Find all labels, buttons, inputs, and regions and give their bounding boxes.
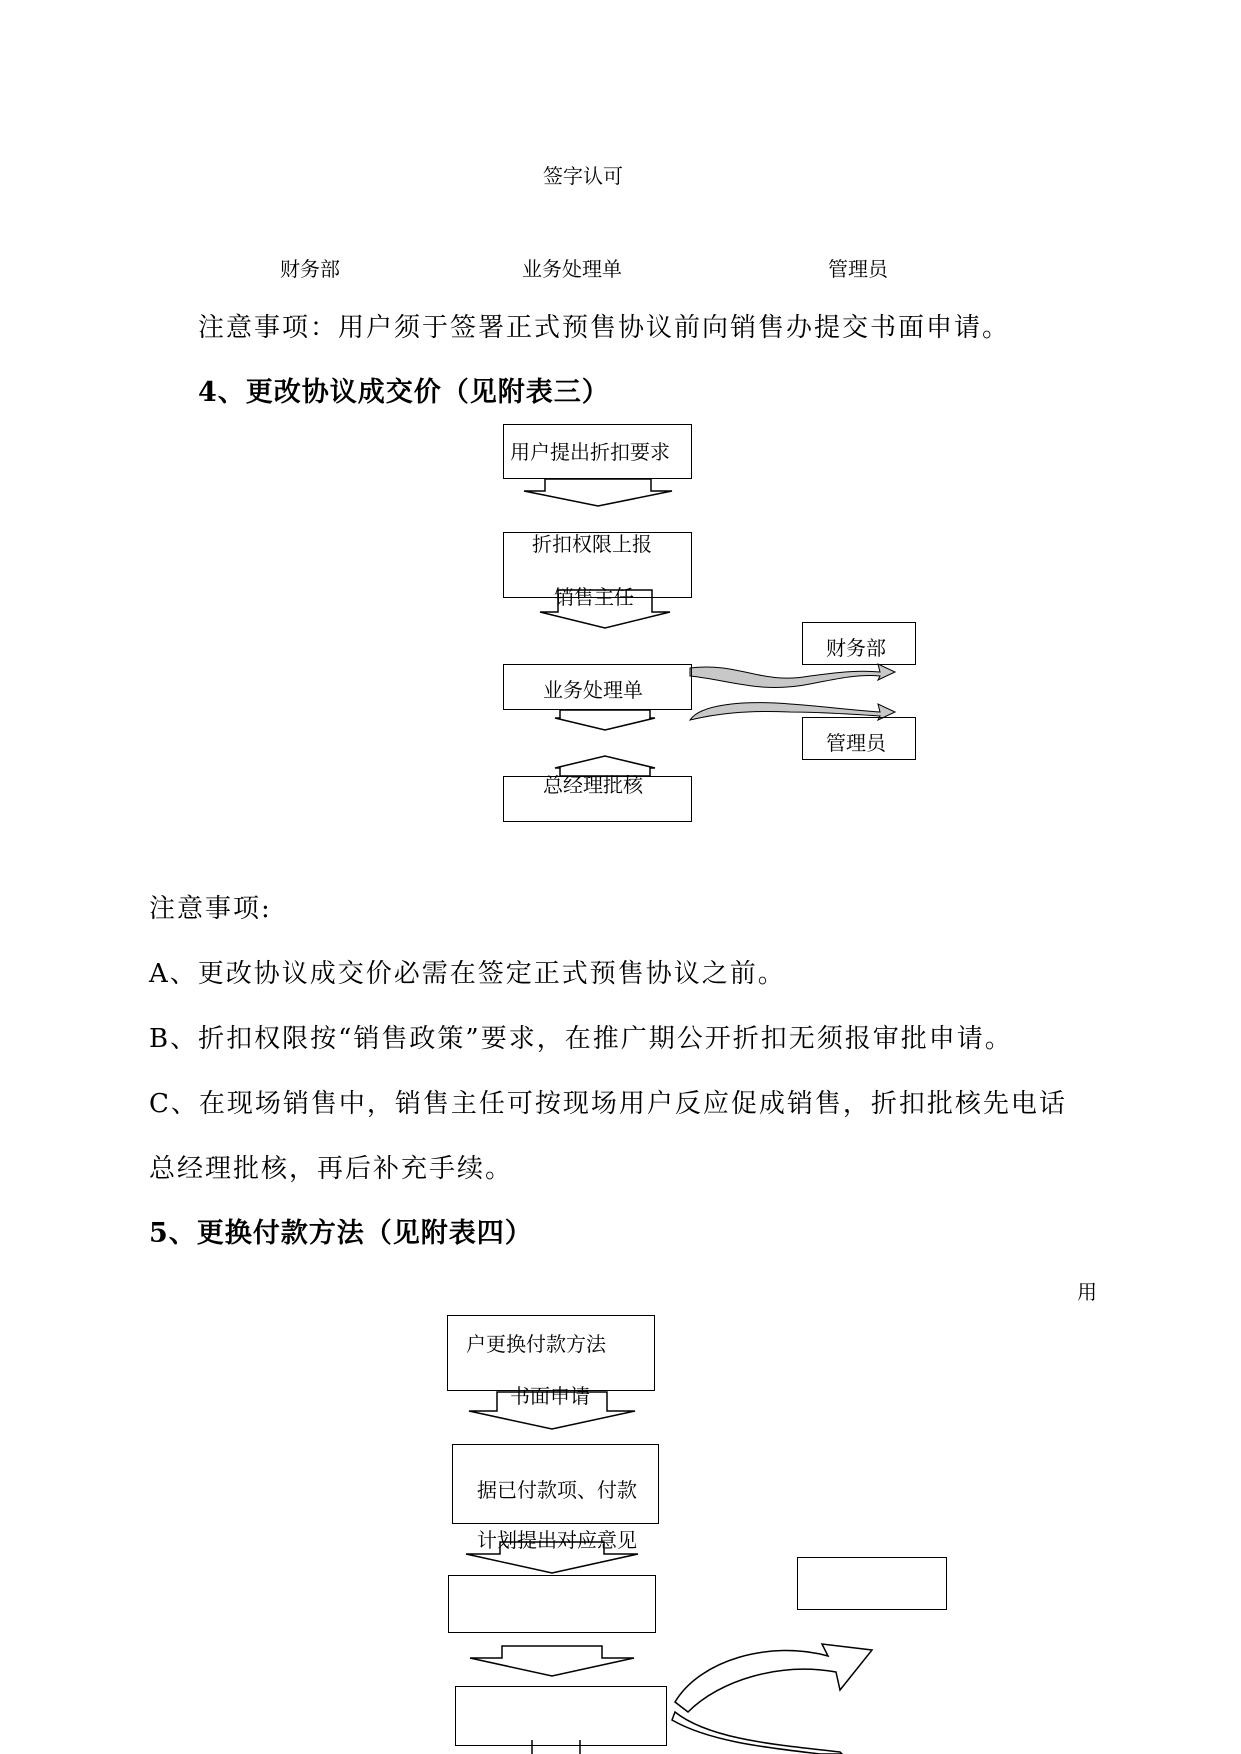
note-a: A、更改协议成交价必需在签定正式预售协议之前。 bbox=[149, 959, 786, 989]
step-paid-items: 据已付款项、付款 bbox=[477, 1478, 637, 1502]
section4-heading: 4、更改协议成交价（见附表三） bbox=[198, 377, 610, 408]
step-finance: 财务部 bbox=[826, 636, 886, 660]
step-sales-supervisor: 销售主任 bbox=[554, 585, 634, 609]
step-business-form: 业务处理单 bbox=[543, 678, 643, 702]
box-empty-right bbox=[797, 1557, 947, 1610]
step-payment-change: 户更换付款方法 bbox=[466, 1332, 606, 1356]
notes-title: 注意事项: bbox=[149, 894, 272, 924]
step-gm-approval: 总经理批核 bbox=[543, 773, 643, 797]
arrow-down-7 bbox=[470, 1646, 634, 1676]
sign-approval-label: 签字认可 bbox=[543, 164, 623, 188]
note-c: C、在现场销售中，销售主任可按现场用户反应促成销售，折扣批核先电话 bbox=[149, 1089, 1067, 1119]
arrow-curve-down bbox=[672, 1712, 842, 1754]
note-c-cont: 总经理批核，再后补充手续。 bbox=[149, 1154, 514, 1184]
section5-heading: 5、更换付款方法（见附表四） bbox=[149, 1218, 533, 1249]
step-plan-opinion: 计划提出对应意见 bbox=[477, 1528, 637, 1552]
arrow-curve-up bbox=[675, 1644, 872, 1712]
step-admin: 管理员 bbox=[826, 731, 886, 755]
business-form-label-top: 业务处理单 bbox=[522, 257, 622, 281]
arrow-down-1 bbox=[524, 479, 672, 506]
arrow-down-3 bbox=[555, 710, 655, 730]
step-discount-request: 用户提出折扣要求 bbox=[510, 440, 670, 464]
note-b: B、折扣权限按“销售政策”要求，在推广期公开折扣无须报审批申请。 bbox=[149, 1024, 1013, 1054]
finance-label-top: 财务部 bbox=[280, 257, 340, 281]
step-payment-prefix: 用 bbox=[1077, 1280, 1097, 1304]
note-top: 注意事项：用户须于签署正式预售协议前向销售办提交书面申请。 bbox=[198, 313, 1011, 343]
arrow-to-finance bbox=[690, 664, 895, 688]
step-written-application: 书面申请 bbox=[510, 1384, 590, 1408]
admin-label-top: 管理员 bbox=[828, 257, 888, 281]
box-empty-2 bbox=[455, 1686, 667, 1746]
box-empty-1 bbox=[448, 1575, 656, 1633]
step-discount-report: 折扣权限上报 bbox=[532, 532, 652, 556]
